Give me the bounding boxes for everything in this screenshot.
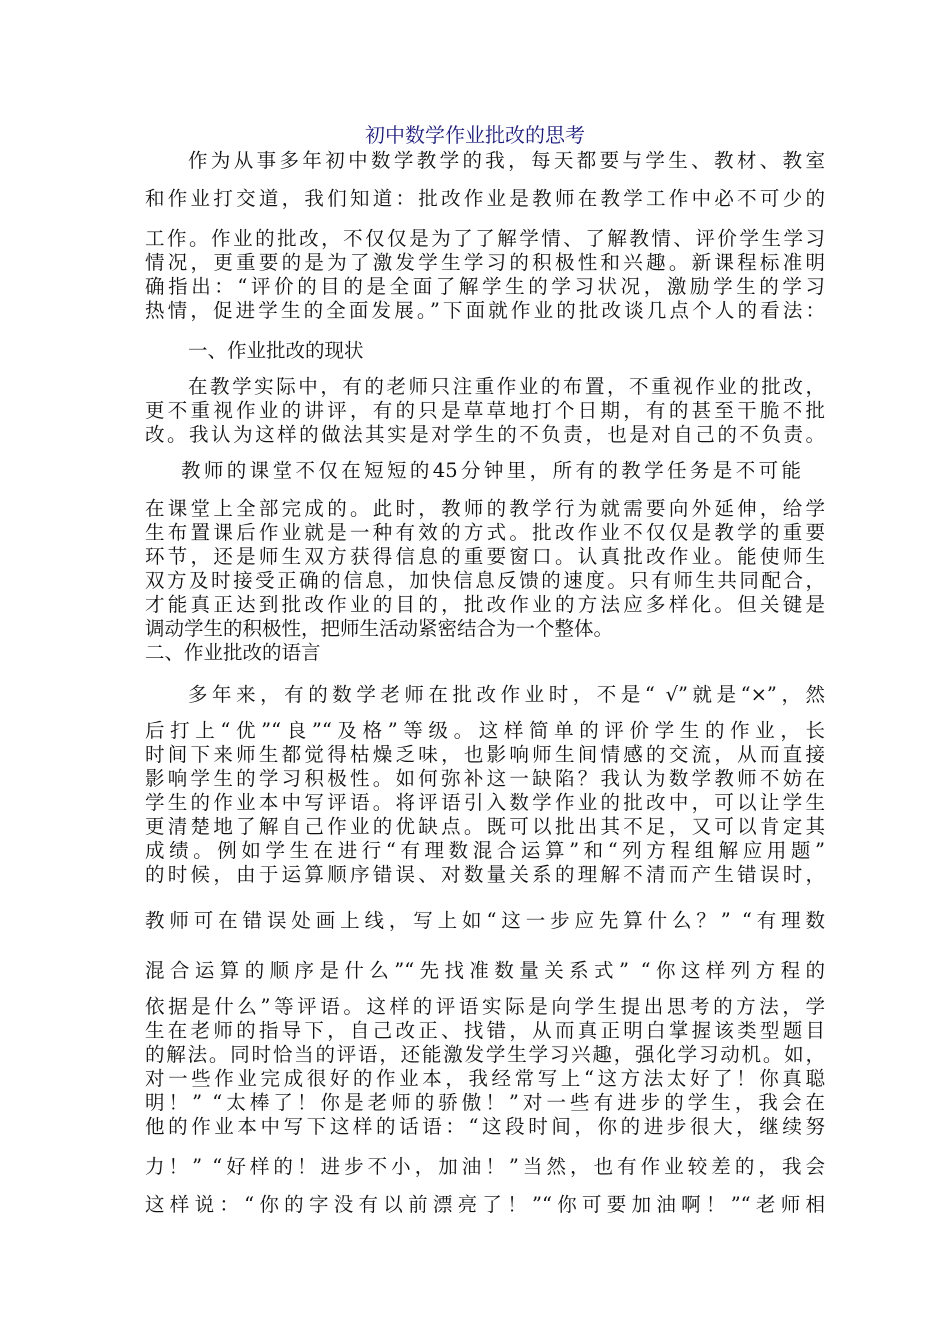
paragraph-line: 生在老师的指导下，自己改正、找错，从而真正明白掌握该类型题目 bbox=[145, 1019, 825, 1042]
paragraph-line: 的解法。同时恰当的评语，还能激发学生学习兴趣，强化学习动机。如， bbox=[145, 1043, 825, 1066]
paragraph-line: 工作。作业的批改，不仅仅是为了了解学情、了解教情、评价学生学习 bbox=[145, 227, 825, 250]
paragraph-line: 热情，促进学生的全面发展。”下面就作业的批改谈几点个人的看法： bbox=[145, 299, 825, 322]
paragraph-line: 作为从事多年初中数学教学的我，每天都要与学生、教材、教室 bbox=[188, 149, 825, 172]
paragraph-line: 力！” “好样的！进步不小，加油！”当然，也有作业较差的，我会 bbox=[145, 1155, 825, 1178]
paragraph-line: 调动学生的积极性，把师生活动紧密结合为一个整体。 bbox=[145, 617, 614, 640]
paragraph-line: 改。我认为这样的做法其实是对学生的不负责，也是对自己的不负责。 bbox=[145, 423, 825, 446]
paragraph-line: 环节，还是师生双方获得信息的重要窗口。认真批改作业。能使师生 bbox=[145, 545, 825, 568]
section-heading: 一、作业批改的现状 bbox=[188, 339, 364, 362]
section-heading: 二、作业批改的语言 bbox=[145, 641, 321, 664]
paragraph-line: 他的作业本中写下这样的话语：“这段时间，你的进步很大，继续努 bbox=[145, 1115, 825, 1138]
paragraph-line: 依据是什么”等评语。这样的评语实际是向学生提出思考的方法，学 bbox=[145, 995, 825, 1018]
paragraph-line: 影响学生的学习积极性。如何弥补这一缺陷？我认为数学教师不妨在 bbox=[145, 767, 825, 790]
paragraph-line: 后打上“优”“良”“及格”等级。这样简单的评价学生的作业，长 bbox=[145, 719, 825, 742]
paragraph-line: 对一些作业完成很好的作业本，我经常写上“这方法太好了！你真聪 bbox=[145, 1067, 825, 1090]
paragraph-line: 成绩。例如学生在进行“有理数混合运算”和“列方程组解应用题” bbox=[145, 839, 825, 862]
paragraph-line: 确指出：“评价的目的是全面了解学生的学习状况，激励学生的学习 bbox=[145, 275, 825, 298]
paragraph-line: 更清楚地了解自己作业的优缺点。既可以批出其不足，又可以肯定其 bbox=[145, 815, 825, 838]
paragraph-line: 明！” “太棒了！你是老师的骄傲！”对一些有进步的学生，我会在 bbox=[145, 1091, 825, 1114]
paragraph-line: 时间下来师生都觉得枯燥乏味，也影响师生间情感的交流，从而直接 bbox=[145, 743, 825, 766]
paragraph-line: 和作业打交道，我们知道：批改作业是教师在教学工作中必不可少的 bbox=[145, 187, 825, 210]
paragraph-line: 双方及时接受正确的信息，加快信息反馈的速度。只有师生共同配合， bbox=[145, 569, 825, 592]
document-title: 初中数学作业批改的思考 bbox=[365, 123, 585, 147]
paragraph-line: 学生的作业本中写评语。将评语引入数学作业的批改中，可以让学生 bbox=[145, 791, 825, 814]
paragraph-line: 在课堂上全部完成的。此时，教师的教学行为就需要向外延伸，给学 bbox=[145, 497, 825, 520]
paragraph-line: 这样说：“你的字没有以前漂亮了！”“你可要加油啊！”“老师相 bbox=[145, 1193, 825, 1216]
paragraph-line: 在教学实际中，有的老师只注重作业的布置，不重视作业的批改， bbox=[188, 375, 825, 398]
paragraph-line: 更不重视作业的讲评，有的只是草草地打个日期，有的甚至干脆不批 bbox=[145, 399, 825, 422]
paragraph-line: 生布置课后作业就是一种有效的方式。批改作业不仅仅是教学的重要 bbox=[145, 521, 825, 544]
paragraph-line: 教师的课堂不仅在短短的45分钟里，所有的教学任务是不可能 bbox=[181, 459, 801, 482]
paragraph-line: 教师可在错误处画上线，写上如“这一步应先算什么？” “有理数 bbox=[145, 909, 825, 932]
paragraph-line: 的时候，由于运算顺序错误、对数量关系的理解不清而产生错误时， bbox=[145, 863, 825, 886]
paragraph-line: 混合运算的顺序是什么”“先找准数量关系式” “你这样列方程的 bbox=[145, 959, 825, 982]
paragraph-line: 情况，更重要的是为了激发学生学习的积极性和兴趣。新课程标准明 bbox=[145, 251, 825, 274]
paragraph-line: 多年来，有的数学老师在批改作业时，不是“ √”就是“×”，然 bbox=[188, 683, 825, 706]
paragraph-line: 才能真正达到批改作业的目的，批改作业的方法应多样化。但关键是 bbox=[145, 593, 825, 616]
